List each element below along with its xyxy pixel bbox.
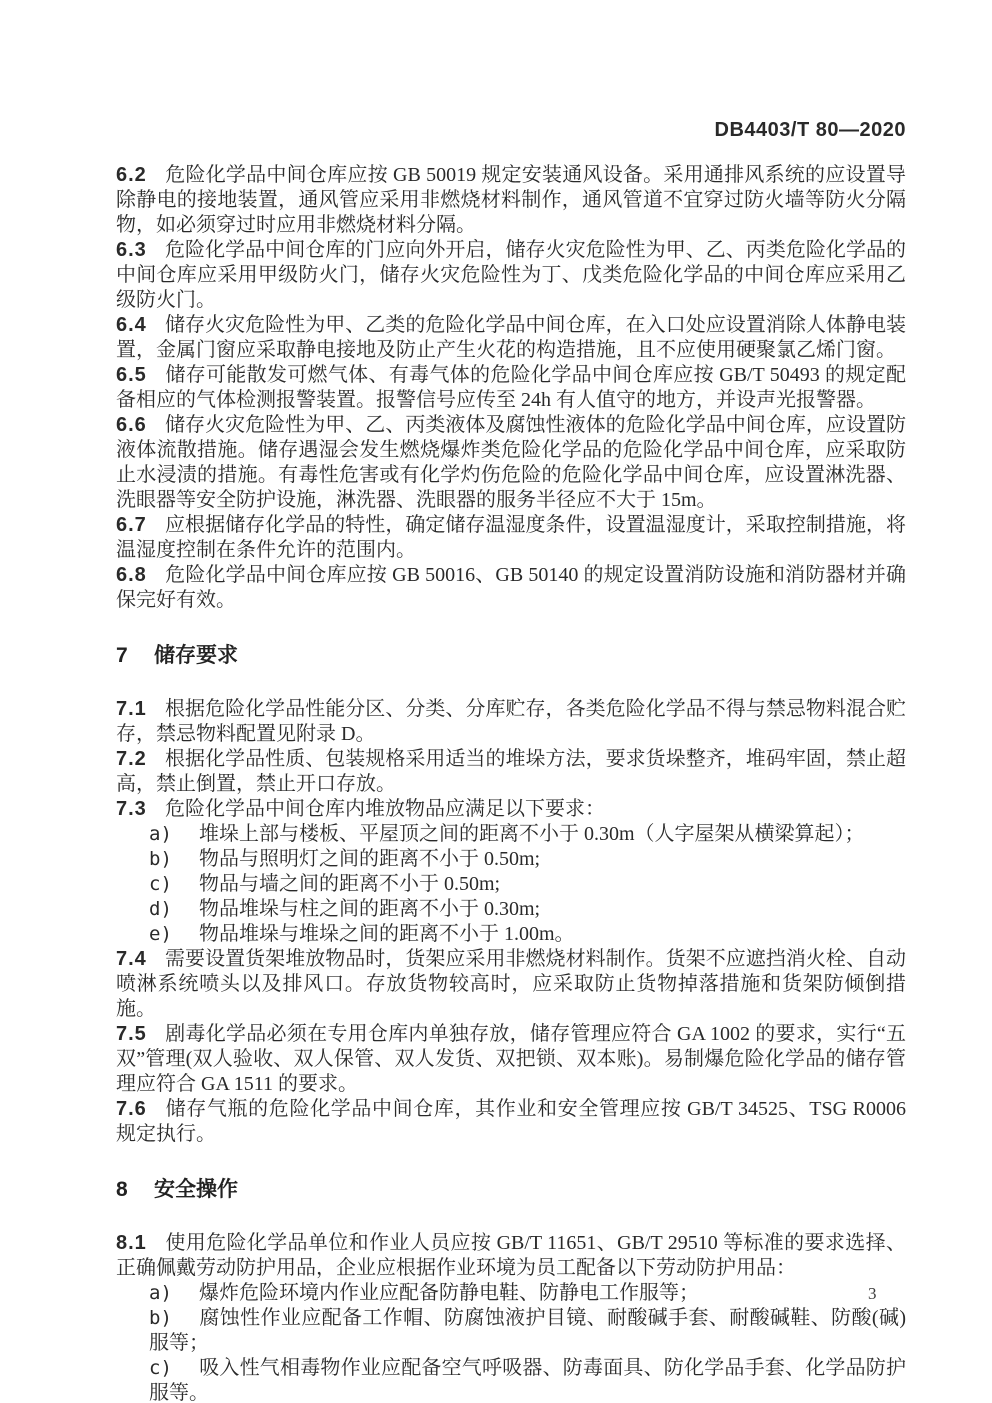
list-item-7-3-e [149,922,906,947]
clause-6-6 [116,413,906,513]
clause-text: 储存气瓶的危险化学品中间仓库，其作业和安全管理应按 GB/T 34525、TSG R0006 规定执行。 [116,1098,906,1145]
clause-text: 储存可能散发可燃气体、有毒气体的危险化学品中间仓库应按 GB/T 50493 的规定配备相应的气体检测报警装置。报警信号应传至 24h 有人值守的地方，并设声光报警器。 [116,364,906,411]
list-text: 堆垛上部与楼板、平屋顶之间的距离不小于 0.30m（人字屋架从横梁算起）； [199,823,865,845]
page-number: 3 [868,1284,877,1303]
list-item-8-1-b [149,1306,906,1356]
list-text: 物品堆垛与堆垛之间的距离不小于 1.00m。 [199,923,575,945]
clause-number: 6.2 [116,164,147,186]
section-heading-7 [116,643,906,669]
list-text: 物品与照明灯之间的距离不小于 0.50m; [199,848,541,870]
list-item-7-3-b [149,847,906,872]
section-heading-8 [116,1177,906,1203]
list-item-7-3-c [149,872,906,897]
section-title: 储存要求 [154,644,238,667]
clause-6-4 [116,313,906,363]
clause-7-1 [116,697,906,747]
clause-8-1 [116,1231,906,1281]
clause-number: 7.5 [116,1023,147,1045]
list-text: 腐蚀性作业应配备工作帽、防腐蚀液护目镜、耐酸碱手套、耐酸碱鞋、防酸(碱)服等； [149,1307,906,1354]
clause-number: 6.3 [116,239,147,261]
clause-7-4 [116,947,906,1022]
page-content [116,118,906,1403]
clause-6-2 [116,163,906,238]
clause-6-5 [116,363,906,413]
list-marker: d) [149,898,172,920]
clause-7-6 [116,1097,906,1147]
clause-number: 6.5 [116,364,147,386]
list-item-7-3-a [149,822,906,847]
clause-text: 剧毒化学品必须在专用仓库内单独存放，储存管理应符合 GA 1002 的要求，实行“五双”管理(双人验收、双人保管、双人发货、双把锁、双本账)。易制爆危险化学品的储存管理应符合 GA 1511 的要求。 [116,1023,906,1095]
clause-number: 6.8 [116,564,147,586]
clause-text: 储存火灾危险性为甲、乙、丙类液体及腐蚀性液体的危险化学品中间仓库，应设置防液体流散措施。储存遇湿会发生燃烧爆炸类危险化学品的危险化学品中间仓库，应采取防止水浸渍的措施。有毒性危害或有化学灼伤危险的危险化学品中间仓库，应设置淋洗器、洗眼器等安全防护设施，淋洗器、洗眼器的服务半径应不大于 15m。 [116,414,906,511]
clause-number: 7.4 [116,948,147,970]
clause-text: 根据化学品性质、包装规格采用适当的堆垛方法，要求货垛整齐，堆码牢固，禁止超高，禁止倒置，禁止开口存放。 [116,748,906,795]
list-item-8-1-c [149,1356,906,1403]
list-item-8-1-a [149,1281,906,1306]
clause-7-5 [116,1022,906,1097]
clause-7-3 [116,797,906,822]
list-item-7-3-d [149,897,906,922]
body-text [116,163,906,1403]
list-marker: a) [149,823,172,845]
section-title: 安全操作 [154,1178,238,1201]
clause-text: 应根据储存化学品的特性，确定储存温湿度条件，设置温湿度计，采取控制措施，将温湿度控制在条件允许的范围内。 [116,514,906,561]
clause-text: 储存火灾危险性为甲、乙类的危险化学品中间仓库，在入口处应设置消除人体静电装置，金属门窗应采取静电接地及防止产生火花的构造措施，且不应使用硬聚氯乙烯门窗。 [116,314,906,361]
section-number: 8 [116,1178,129,1201]
list-text: 吸入性气相毒物作业应配备空气呼吸器、防毒面具、防化学品手套、化学品防护服等。 [149,1357,906,1403]
clause-number: 6.4 [116,314,147,336]
list-marker: a) [149,1282,172,1304]
clause-number: 6.6 [116,414,147,436]
list-text: 爆炸危险环境内作业应配备防静电鞋、防静电工作服等； [199,1282,699,1304]
section-number: 7 [116,644,129,667]
list-marker: b) [149,848,172,870]
clause-number: 8.1 [116,1232,147,1254]
clause-number: 7.1 [116,698,147,720]
list-text: 物品与墙之间的距离不小于 0.50m; [199,873,501,895]
clause-text: 根据危险化学品性能分区、分类、分库贮存，各类危险化学品不得与禁忌物料混合贮存，禁忌物料配置见附录 D。 [116,698,906,745]
list-marker: c) [149,1357,172,1379]
clause-7-2 [116,747,906,797]
clause-text: 危险化学品中间仓库内堆放物品应满足以下要求： [165,798,605,820]
list-marker: e) [149,923,172,945]
clause-6-7 [116,513,906,563]
list-marker: b) [149,1307,172,1329]
standard-code-header: DB4403/T 80—2020 [714,119,906,141]
clause-text: 危险化学品中间仓库的门应向外开启，储存火灾危险性为甲、乙、丙类危险化学品的中间仓库应采用甲级防火门，储存火灾危险性为丁、戊类危险化学品的中间仓库应采用乙级防火门。 [116,239,906,311]
clause-text: 需要设置货架堆放物品时，货架应采用非燃烧材料制作。货架不应遮挡消火栓、自动喷淋系统喷头以及排风口。存放货物较高时，应采取防止货物掉落措施和货架防倾倒措施。 [116,948,906,1020]
clause-number: 6.7 [116,514,147,536]
clause-number: 7.2 [116,748,147,770]
clause-number: 7.6 [116,1098,147,1120]
clause-6-3 [116,238,906,313]
clause-text: 使用危险化学品单位和作业人员应按 GB/T 11651、GB/T 29510 等标准的要求选择、正确佩戴劳动防护用品，企业应根据作业环境为员工配备以下劳动防护用品： [116,1232,906,1279]
list-marker: c) [149,873,172,895]
clause-6-8 [116,563,906,613]
list-text: 物品堆垛与柱之间的距离不小于 0.30m; [199,898,541,920]
clause-text: 危险化学品中间仓库应按 GB 50019 规定安装通风设备。采用通排风系统的应设置导除静电的接地装置，通风管应采用非燃烧材料制作，通风管道不宜穿过防火墙等防火分隔物，如必须穿过时应用非燃烧材料分隔。 [116,164,906,236]
clause-text: 危险化学品中间仓库应按 GB 50016、GB 50140 的规定设置消防设施和消防器材并确保完好有效。 [116,564,906,611]
clause-number: 7.3 [116,798,147,820]
